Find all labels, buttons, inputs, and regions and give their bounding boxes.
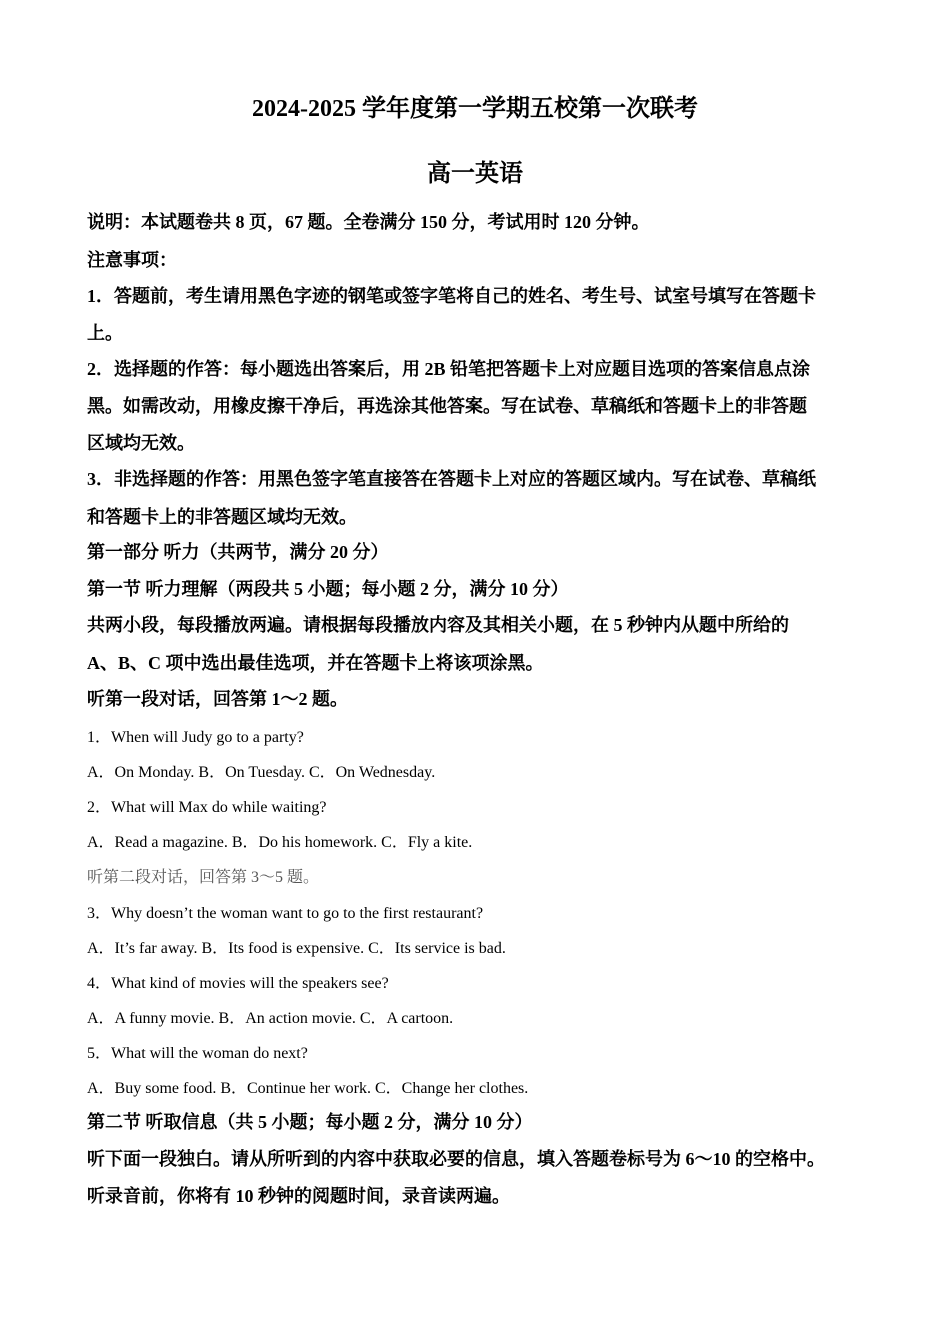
part1-heading: 第一部分 听力（共两节，满分 20 分） <box>87 542 389 562</box>
question-4: 4．What kind of movies will the speakers see? <box>87 975 389 992</box>
question-2: 2．What will Max do while waiting? <box>87 799 327 816</box>
instruction-3-line-2: 和答题卡上的非答题区域均无效。 <box>87 507 357 527</box>
attention-heading: 注意事项： <box>87 250 177 270</box>
question-5: 5．What will the woman do next? <box>87 1045 308 1062</box>
question-4-options: A．A funny movie. B．An action movie. C．A cartoon. <box>87 1010 454 1027</box>
section1-desc-line-1: 共两小段，每段播放两遍。请根据每段播放内容及其相关小题，在 5 秒钟内从题中所给的 <box>87 615 789 635</box>
question-2-options: A．Read a magazine. B．Do his homework. C．Fly a kite. <box>87 834 473 851</box>
dialogue-2-label: 听第二段对话，回答第 3～5 题。 <box>87 869 320 886</box>
instruction-2-line-1: 2．选择题的作答：每小题选出答案后，用 2B 铅笔把答题卡上对应题目选项的答案信息点涂 <box>87 359 811 379</box>
question-1-options: A．On Monday. B．On Tuesday. C．On Wednesday. <box>87 764 436 781</box>
instruction-1-line-2: 上。 <box>87 323 123 343</box>
dialogue-1-label: 听第一段对话，回答第 1～2 题。 <box>87 689 348 709</box>
section2-desc-line-2: 听录音前，你将有 10 秒钟的阅题时间，录音读两遍。 <box>87 1186 510 1206</box>
question-3-options: A．It’s far away. B．Its food is expensive. C．Its service is bad. <box>87 940 506 957</box>
question-1: 1．When will Judy go to a party? <box>87 729 304 746</box>
exam-note: 说明：本试题卷共 8 页，67 题。全卷满分 150 分，考试用时 120 分钟。 <box>87 212 650 232</box>
exam-subject: 高一英语 <box>427 161 523 187</box>
section2-desc-line-1: 听下面一段独白。请从所听到的内容中获取必要的信息，填入答题卷标号为 6～10 的空格中。 <box>87 1149 825 1169</box>
instruction-2-line-3: 区域均无效。 <box>87 433 195 453</box>
section1-desc-line-2: A、B、C 项中选出最佳选项，并在答题卡上将该项涂黑。 <box>87 653 544 673</box>
instruction-3-line-1: 3．非选择题的作答：用黑色签字笔直接答在答题卡上对应的答题区域内。写在试卷、草稿纸 <box>87 469 816 489</box>
question-3: 3．Why doesn’t the woman want to go to the first restaurant? <box>87 905 484 922</box>
instruction-2-line-2: 黑。如需改动，用橡皮擦干净后，再选涂其他答案。写在试卷、草稿纸和答题卡上的非答题 <box>87 396 807 416</box>
instruction-1-line-1: 1．答题前，考生请用黑色字迹的钢笔或签字笔将自己的姓名、考生号、试室号填写在答题卡 <box>87 286 816 306</box>
section1-heading: 第一节 听力理解（两段共 5 小题；每小题 2 分，满分 10 分） <box>87 579 569 599</box>
question-5-options: A．Buy some food. B．Continue her work. C．Change her clothes. <box>87 1080 529 1097</box>
section2-heading: 第二节 听取信息（共 5 小题；每小题 2 分，满分 10 分） <box>87 1112 533 1132</box>
exam-title: 2024-2025 学年度第一学期五校第一次联考 <box>252 96 698 122</box>
